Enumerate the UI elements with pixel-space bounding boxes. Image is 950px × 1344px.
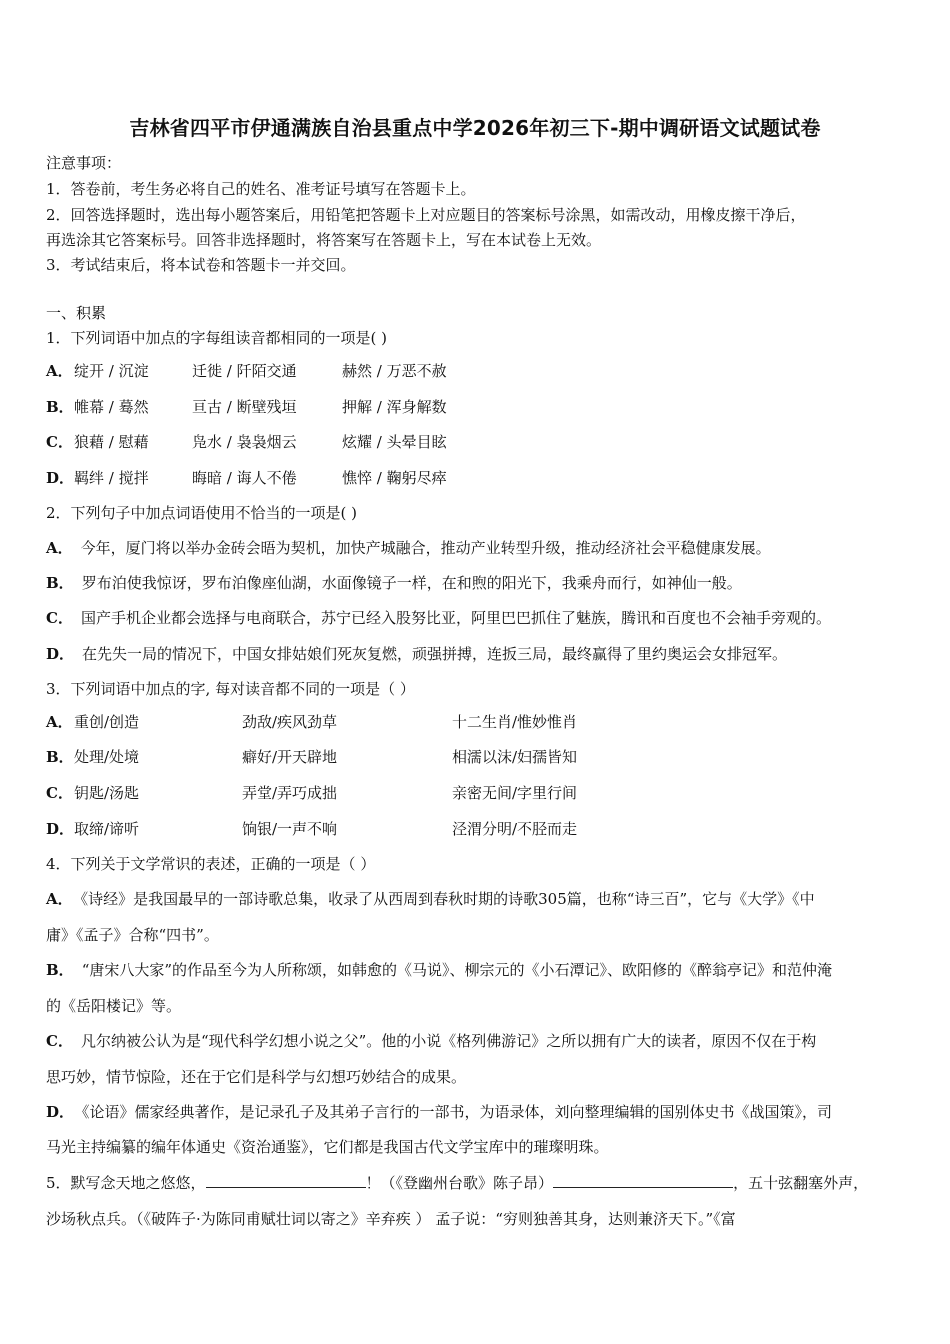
q3-d-col1: 取缔/谛听	[74, 820, 140, 838]
notice-item-1: 1．答卷前，考生务必将自己的姓名、准考证号填写在答题卡上。	[46, 180, 476, 198]
q1-a-col2: 迁徙 / 阡陌交通	[192, 362, 297, 380]
q1-b-col2: 亘古 / 断壁残垣	[192, 398, 297, 416]
q4-option-b-cont: 的《岳阳楼记》等。	[46, 997, 182, 1015]
option-text: 今年，厦门将以举办金砖会晤为契机，加快产城融合，推动产业转型升级，推动经济社会平稳健康发展。	[80, 539, 771, 557]
option-letter: A．	[46, 890, 73, 908]
q4-option-b	[46, 959, 832, 980]
q1-stem: 1．下列词语中加点的字每组读音都相同的一项是( )	[46, 329, 388, 347]
q1-c-col3: 炫耀 / 头晕目眩	[342, 433, 447, 451]
q5-part2: ！（《登幽州台歌》陈子昂）	[365, 1174, 554, 1192]
option-letter: B．	[46, 398, 74, 416]
q1-d-col2: 晦暗 / 诲人不倦	[192, 469, 297, 487]
q5-line-1	[46, 1172, 868, 1193]
option-letter: D．	[46, 820, 75, 838]
q3-d-col2: 饷银/一声不响	[242, 820, 338, 838]
q3-a-col2: 劲敌/疾风劲草	[242, 713, 338, 731]
q2-option-d	[46, 643, 787, 664]
section-heading: 一、积累	[46, 304, 107, 322]
option-text: 在先失一局的情况下，中国女排姑娘们死灰复燃，顽强拼搏，连扳三局，最终赢得了里约奥运会女排冠军。	[82, 645, 788, 663]
option-letter: A．	[46, 713, 73, 731]
option-text: 《诗经》是我国最早的一部诗歌总集，收录了从西周到春秋时期的诗歌305篇，也称“诗三百”，它与《大学》《中	[80, 890, 815, 908]
q4-option-c-cont: 思巧妙，情节惊险，还在于它们是科学与幻想巧妙结合的成果。	[46, 1068, 467, 1086]
notice-item-2-cont: 再选涂其它答案标号。回答非选择题时，将答案写在答题卡上，写在本试卷上无效。	[46, 231, 602, 249]
q3-c-col2: 弄堂/弄巧成拙	[242, 784, 338, 802]
option-letter: D．	[46, 645, 75, 663]
option-letter: C．	[46, 784, 73, 802]
q1-d-col3: 憔悴 / 鞠躬尽瘁	[342, 469, 447, 487]
option-letter: C．	[46, 1032, 73, 1050]
q2-stem: 2．下列句子中加点词语使用不恰当的一项是( )	[46, 504, 358, 522]
q4-option-d-cont: 马光主持编纂的编年体通史《资治通鉴》，它们都是我国古代文学宝库中的璀璨明珠。	[46, 1138, 609, 1156]
notice-item-2: 2．回答选择题时，选出每小题答案后，用铅笔把答题卡上对应题目的答案标号涂黑，如需改动，用橡皮擦干净后，	[46, 206, 806, 224]
q3-a-col1: 重创/创造	[74, 713, 140, 731]
option-text: “唐宋八大家”的作品至今为人所称颂，如韩愈的《马说》、柳宗元的《小石潭记》、欧阳修的《醉翁亭记》和范仲淹	[81, 961, 833, 979]
q4-option-a	[46, 888, 815, 909]
q2-option-c	[46, 607, 831, 628]
option-text: 国产手机企业都会选择与电商联合，苏宁已经入股努比亚，阿里巴巴抓住了魅族，腾讯和百度也不会袖手旁观的。	[80, 609, 831, 627]
q2-option-a	[46, 537, 771, 558]
option-letter: D．	[46, 1103, 75, 1121]
option-letter: A．	[46, 539, 73, 557]
q3-c-col3: 亲密无间/字里行间	[452, 784, 578, 802]
q5-part1: 5．默写念天地之悠悠，	[46, 1174, 206, 1192]
q3-c-col1: 钥匙/汤匙	[74, 784, 140, 802]
option-text: 凡尔纳被公认为是“现代科学幻想小说之父”。他的小说《格列佛游记》之所以拥有广大的读者，原因不仅在于构	[80, 1032, 817, 1050]
q2-option-b	[46, 572, 742, 593]
q3-a-col3: 十二生肖/惟妙惟肖	[452, 713, 578, 731]
q1-b-col3: 押解 / 浑身解数	[342, 398, 447, 416]
q4-option-c	[46, 1030, 816, 1051]
option-letter: B．	[46, 961, 74, 979]
option-text: 罗布泊使我惊讶，罗布泊像座仙湖，水面像镜子一样，在和煦的阳光下，我乘舟而行，如神仙一般。	[81, 574, 742, 592]
page-title: 吉林省四平市伊通满族自治县重点中学2026年初三下-期中调研语文试题试卷	[129, 116, 821, 140]
q3-stem: 3．下列词语中加点的字, 每对读音都不同的一项是（ ）	[46, 680, 415, 698]
q3-b-col3: 相濡以沫/妇孺皆知	[452, 748, 578, 766]
notice-item-3: 3．考试结束后，将本试卷和答题卡一并交回。	[46, 256, 356, 274]
q4-option-d	[46, 1101, 832, 1122]
option-text: 《论语》儒家经典著作，是记录孔子及其弟子言行的一部书，为语录体，刘向整理编辑的国别体史书《战国策》，司	[82, 1103, 833, 1121]
q3-b-col1: 处理/处境	[74, 748, 140, 766]
q5-line-2: 沙场秋点兵。（《破阵子·为陈同甫赋壮词以寄之》辛弃疾 ） 孟子说：“穷则独善其身，达则兼济天下。”《富	[46, 1210, 736, 1228]
option-letter: D．	[46, 469, 75, 487]
q1-d-col1: 羁绊 / 搅拌	[74, 469, 149, 487]
option-letter: C．	[46, 609, 73, 627]
option-letter: B．	[46, 574, 74, 592]
option-letter: C．	[46, 433, 73, 451]
q1-a-col1: 绽开 / 沉淀	[74, 362, 149, 380]
q5-part3: ，五十弦翻塞外声，	[733, 1174, 869, 1192]
option-letter: B．	[46, 748, 74, 766]
q3-d-col3: 泾渭分明/不胫而走	[452, 820, 578, 838]
q1-b-col1: 帷幕 / 蓦然	[74, 398, 149, 416]
q1-a-col3: 赫然 / 万恶不赦	[342, 362, 447, 380]
q1-c-col1: 狼藉 / 慰藉	[74, 433, 149, 451]
answer-blank-1[interactable]	[206, 1173, 366, 1188]
option-letter: A．	[46, 362, 73, 380]
answer-blank-2[interactable]	[553, 1173, 733, 1188]
q4-stem: 4．下列关于文学常识的表述，正确的一项是（ ）	[46, 855, 376, 873]
notice-heading: 注意事项：	[46, 154, 122, 172]
q4-option-a-cont: 庸》《孟子》合称“四书”。	[46, 926, 219, 944]
q1-c-col2: 凫水 / 袅袅烟云	[192, 433, 297, 451]
q3-b-col2: 癖好/开天辟地	[242, 748, 338, 766]
